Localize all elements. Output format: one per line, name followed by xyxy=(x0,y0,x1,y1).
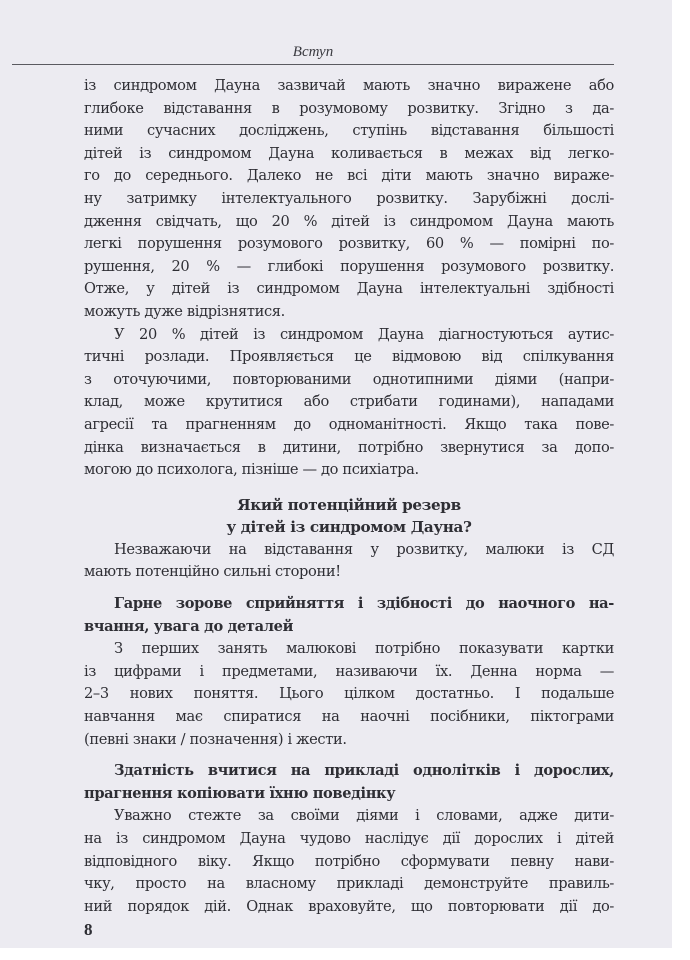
text-line: рушення, 20 % — глибокі порушення розумового розвитку. xyxy=(84,257,614,275)
paragraph xyxy=(84,324,614,482)
text-line: Уважно стежте за своїми діями і словами, адже дити- xyxy=(114,807,614,825)
text-line: ний порядок дій. Однак враховуйте, що повторювати дії до- xyxy=(84,897,614,915)
text-line: із цифрами і предметами, називаючи їх. Денна норма — xyxy=(84,662,614,680)
text-line: чку, просто на власному прикладі демонструйте правиль- xyxy=(84,875,614,893)
subsection-heading xyxy=(84,760,614,805)
paragraph xyxy=(84,75,614,324)
text-line: Отже, у дітей із синдромом Дауна інтелектуальні здібності xyxy=(84,280,614,298)
paragraph xyxy=(84,805,614,918)
text-line: з оточуючими, повторюваними однотипними діями (напри- xyxy=(84,370,614,388)
text-line: глибоке відставання в розумовому розвитку. Згідно з да- xyxy=(84,99,614,117)
text-line: го до середнього. Далеко не всі діти мають значно вираже- xyxy=(84,167,614,185)
text-line: (певні знаки / позначення) і жести. xyxy=(84,730,347,748)
text-line: на із синдромом Дауна чудово наслідує дії дорослих і дітей xyxy=(84,830,614,847)
text-line: відповідного віку. Якщо потрібно сформувати певну нави- xyxy=(84,852,614,870)
subhead-line: Здатність вчитися на прикладі однолітків і дорослих, xyxy=(114,762,614,780)
text-line: тичні розлади. Проявляється це відмовою від спілкування xyxy=(84,348,614,366)
paragraph xyxy=(84,638,614,751)
text-line: могою до психолога, пізніше — до психіатра. xyxy=(84,461,419,479)
text-line: легкі порушення розумового розвитку, 60 % — помірні по- xyxy=(84,235,614,253)
text-line: Незважаючи на відставання у розвитку, малюки із СД xyxy=(114,540,614,558)
running-head: Вступ xyxy=(12,40,614,65)
text-line: У 20 % дітей із синдромом Дауна діагностуються аутис- xyxy=(114,325,614,343)
subhead-line: Гарне зорове сприйняття і здібності до наочного на- xyxy=(114,595,614,613)
text-line: навчання має спиратися на наочні посібники, піктограми xyxy=(84,708,614,726)
heading-line: у дітей із синдромом Дауна? xyxy=(226,518,472,537)
subsection-heading xyxy=(84,593,614,638)
text-line: ну затримку інтелектуального розвитку. Зарубіжні дослі- xyxy=(84,189,614,207)
text-line: дінка визначається в дитини, потрібно звернутися за допо- xyxy=(84,438,614,456)
section-heading xyxy=(84,494,614,539)
subhead-line: вчання, увага до деталей xyxy=(84,617,294,635)
text-line: З перших занять малюкові потрібно показувати картки xyxy=(114,640,614,658)
text-line: мають потенційно сильні сторони! xyxy=(84,563,341,581)
subhead-line: прагнення копіювати їхню поведінку xyxy=(84,784,396,802)
page-number: 8 xyxy=(84,920,93,939)
text-line: дження свідчать, що 20 % дітей із синдромом Дауна мають xyxy=(84,212,614,230)
text-line: дітей із синдромом Дауна коливається в межах від легко- xyxy=(84,144,614,162)
text-line: із синдромом Дауна зазвичай мають значно виражене або xyxy=(84,77,614,94)
text-line: клад, може крутитися або стрибати годинами), нападами xyxy=(84,393,614,411)
paragraph xyxy=(84,539,614,584)
text-line: можуть дуже відрізнятися. xyxy=(84,302,285,320)
heading-line: Який потенційний резерв xyxy=(237,495,461,514)
text-line: агресії та прагненням до одноманітності. Якщо така пове- xyxy=(84,415,614,433)
page-body xyxy=(84,75,614,918)
text-line: 2–3 нових поняття. Цього цілком достатньо. І подальше xyxy=(84,685,614,703)
text-line: ними сучасних досліджень, ступінь відставання більшості xyxy=(84,122,614,140)
